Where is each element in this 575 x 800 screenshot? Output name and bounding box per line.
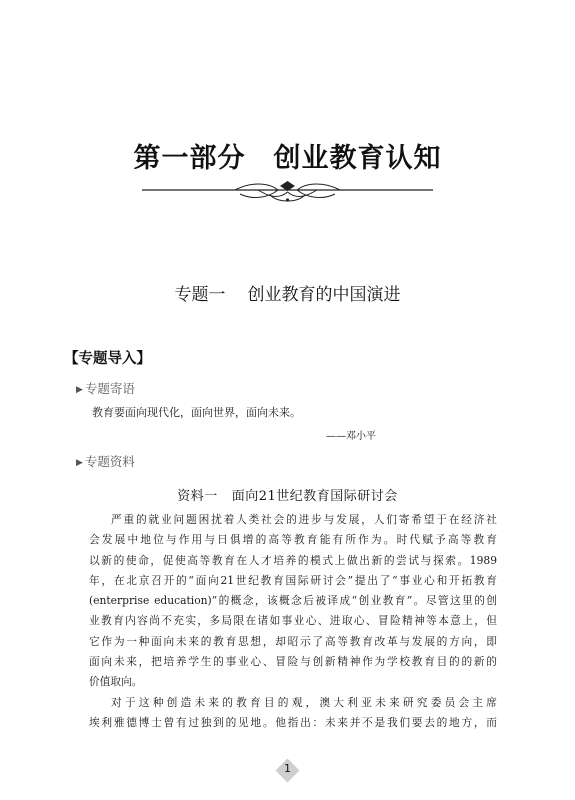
intro-heading: 【专题导入】 bbox=[64, 351, 151, 367]
message-heading: 专题寄语 bbox=[84, 381, 135, 396]
body-text bbox=[89, 510, 497, 733]
material-label: 资料一 bbox=[177, 489, 218, 504]
paragraph-line: (enterprise education)”的概念，该概念后被译成“创业教育”。尽管这里的创 bbox=[89, 594, 497, 608]
paragraph-line: 会发展中地位与作用与日俱增的高等教育能有所作为。时代赋予高等教育 bbox=[89, 533, 497, 547]
materials-heading: 专题资料 bbox=[84, 454, 135, 469]
part-title bbox=[0, 136, 575, 175]
part-name: 创业教育认知 bbox=[273, 143, 442, 174]
paragraph-line: 面向未来，把培养学生的事业心、冒险与创新精神作为学校教育目的的新的 bbox=[89, 655, 497, 669]
paragraph-line: 年，在北京召开的“面向21世纪教育国际研讨会”提出了“事业心和开拓教育 bbox=[89, 573, 497, 587]
material-title bbox=[0, 485, 575, 504]
page-number-badge bbox=[274, 757, 301, 784]
paragraph-line: 价值取向。 bbox=[89, 675, 143, 689]
topic-label: 专题一 bbox=[174, 285, 226, 305]
triangle-bullet-icon: ▶ bbox=[76, 385, 83, 395]
page-number: 1 bbox=[284, 762, 291, 775]
paragraph-line: 业教育内容尚不充实，多局限在诸如事业心、进取心、冒险精神等本意上，但 bbox=[89, 614, 497, 628]
material-name: 面向21世纪教育国际研讨会 bbox=[231, 489, 398, 504]
paragraph-line: 埃利雅德博士曾有过独到的见地。他指出：未来并不是我们要去的地方，而 bbox=[89, 715, 497, 729]
paragraph-line: 严重的就业问题困扰着人类社会的进步与发展，人们寄希望于在经济社 bbox=[111, 513, 497, 526]
ornament-divider bbox=[140, 178, 435, 208]
message-heading-row bbox=[76, 379, 135, 397]
topic-name: 创业教育的中国演进 bbox=[247, 285, 401, 305]
quote-text: 教育要面向现代化，面向世界，面向未来。 bbox=[92, 406, 301, 419]
quote-attribution: ——邓小平 bbox=[326, 431, 376, 442]
paragraph-line: 它作为一种面向未来的教育思想，却昭示了高等教育改革与发展的方向，即 bbox=[89, 634, 497, 648]
paragraph-line: 以新的使命，促使高等教育在人才培养的模式上做出新的尝试与探索。1989 bbox=[89, 553, 497, 567]
paragraph-line: 对于这种创造未来的教育目的观，澳大利亚未来研究委员会主席 bbox=[111, 695, 497, 709]
topic-title bbox=[0, 280, 575, 305]
materials-heading-row bbox=[76, 452, 135, 470]
part-label: 第一部分 bbox=[133, 143, 246, 174]
triangle-bullet-icon: ▶ bbox=[76, 458, 83, 468]
